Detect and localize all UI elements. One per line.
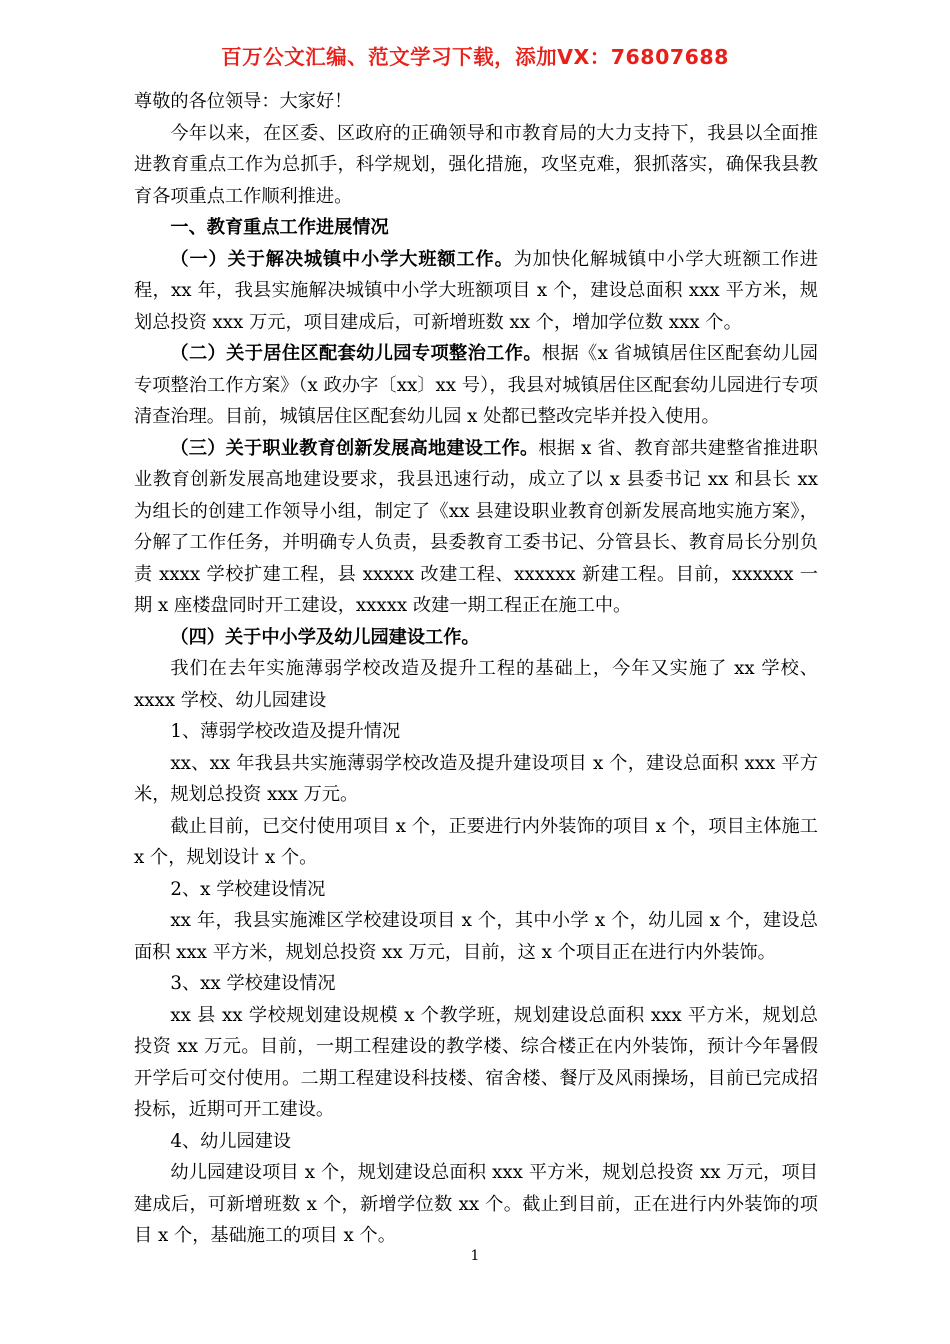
run-text: 1、薄弱学校改造及提升情况 (170, 721, 401, 742)
paragraph-sub-2-body (134, 905, 818, 968)
run-text: 尊敬的各位领导：大家好！ (134, 91, 353, 112)
run-text: 3、xx 学校建设情况 (170, 973, 336, 994)
run-bold: 一、教育重点工作进展情况 (170, 217, 389, 238)
run-text: 根据 x 省、教育部共建整省推进职业教育创新发展高地建设要求，我县迅速行动，成立了以 x 县委书记 xx 和县长 xx 为组长的创建工作领导小组，制定了《xx 县建设职业教育创新发展高地实施方案》，分解了工作任务，并明确专人负责，县委教育工委书记、分管县长、教育局长分别负责 xxxx 学校扩建工程，县 xxxxx 改建工程、xxxxxx 新建工程。目前，xxxxxx 一期 x 座楼盘同时开工建设，xxxxx 改建一期工程正在施工中。 (134, 437, 818, 616)
run-bold: （三）关于职业教育创新发展高地建设工作。 (170, 437, 539, 459)
run-bold: （一）关于解决城镇中小学大班额工作。 (170, 248, 514, 270)
run-text: 今年以来，在区委、区政府的正确领导和市教育局的大力支持下，我县以全面推进教育重点工作为总抓手，科学规划，强化措施，攻坚克难，狠抓落实，确保我县教育各项重点工作顺利推进。 (134, 122, 818, 207)
paragraph-sub-3-heading (134, 968, 818, 1000)
run-bold: （四）关于中小学及幼儿园建设工作。 (170, 626, 480, 648)
paragraph-sub-4-body (134, 1157, 818, 1252)
paragraph-section-one-heading (134, 212, 818, 244)
paragraph-sub-1-body-b (134, 811, 818, 874)
paragraph-item-1 (134, 244, 818, 339)
run-text: 幼儿园建设项目 x 个，规划建设总面积 xxx 平方米，规划总投资 xx 万元，项目建成后，可新增班数 x 个，新增学位数 xx 个。截止到目前，正在进行内外装饰的项目 x 个，基础施工的项目 x 个。 (134, 1162, 818, 1246)
paragraph-sub-2-heading (134, 874, 818, 906)
run-text: 根据《x 省城镇居住区配套幼儿园专项整治工作方案》（x 政办字〔xx〕xx 号），我县对城镇居住区配套幼儿园进行专项清查治理。目前，城镇居住区配套幼儿园 x 处都已整改完毕并投入使用。 (134, 343, 818, 427)
run-text: xx 年，我县实施滩区学校建设项目 x 个，其中小学 x 个，幼儿园 x 个，建设总面积 xxx 平方米，规划总投资 xx 万元，目前，这 x 个项目正在进行内外装饰。 (134, 910, 818, 963)
run-text: 为加快化解城镇中小学大班额工作进程，xx 年，我县实施解决城镇中小学大班额项目 x 个，建设总面积 xxx 平方米，规划总投资 xxx 万元，项目建成后，可新增班数 xx 个，增加学位数 xxx 个。 (134, 248, 818, 333)
run-text: 截止目前，已交付使用项目 x 个，正要进行内外装饰的项目 x 个，项目主体施工 x 个，规划设计 x 个。 (134, 815, 818, 868)
run-text: 我们在去年实施薄弱学校改造及提升工程的基础上，今年又实施了 xx 学校、xxxx 学校、幼儿园建设 (134, 658, 818, 711)
page-number: 1 (470, 1248, 480, 1264)
paragraph-item-4 (134, 622, 818, 654)
paragraph-sub-4-heading (134, 1126, 818, 1158)
paragraph-item-2 (134, 338, 818, 433)
paragraph-sub-1-body-a (134, 748, 818, 811)
paragraph-item-3 (134, 433, 818, 622)
paragraph-item-4-body (134, 653, 818, 716)
run-text: xx 县 xx 学校规划建设规模 x 个教学班，规划建设总面积 xxx 平方米，规划总投资 xx 万元。目前，一期工程建设的教学楼、综合楼正在内外装饰，预计今年暑假开学后可交付使用。二期工程建设科技楼、宿舍楼、餐厅及风雨操场，目前已完成招投标，近期可开工建设。 (134, 1004, 818, 1120)
paragraph-opening (134, 118, 818, 213)
run-bold: （二）关于居住区配套幼儿园专项整治工作。 (170, 343, 542, 364)
watermark-banner: 百万公文汇编、范文学习下载，添加VX：76807688 (221, 45, 729, 69)
run-text: 4、幼儿园建设 (170, 1130, 292, 1152)
run-text: 2、x 学校建设情况 (170, 878, 326, 900)
paragraph-sub-3-body (134, 1000, 818, 1126)
paragraph-sub-1-heading (134, 716, 818, 748)
run-text: xx、xx 年我县共实施薄弱学校改造及提升建设项目 x 个，建设总面积 xxx 平方米，规划总投资 xxx 万元。 (134, 752, 818, 805)
document-body (134, 86, 818, 1252)
paragraph-salutation (134, 86, 818, 118)
